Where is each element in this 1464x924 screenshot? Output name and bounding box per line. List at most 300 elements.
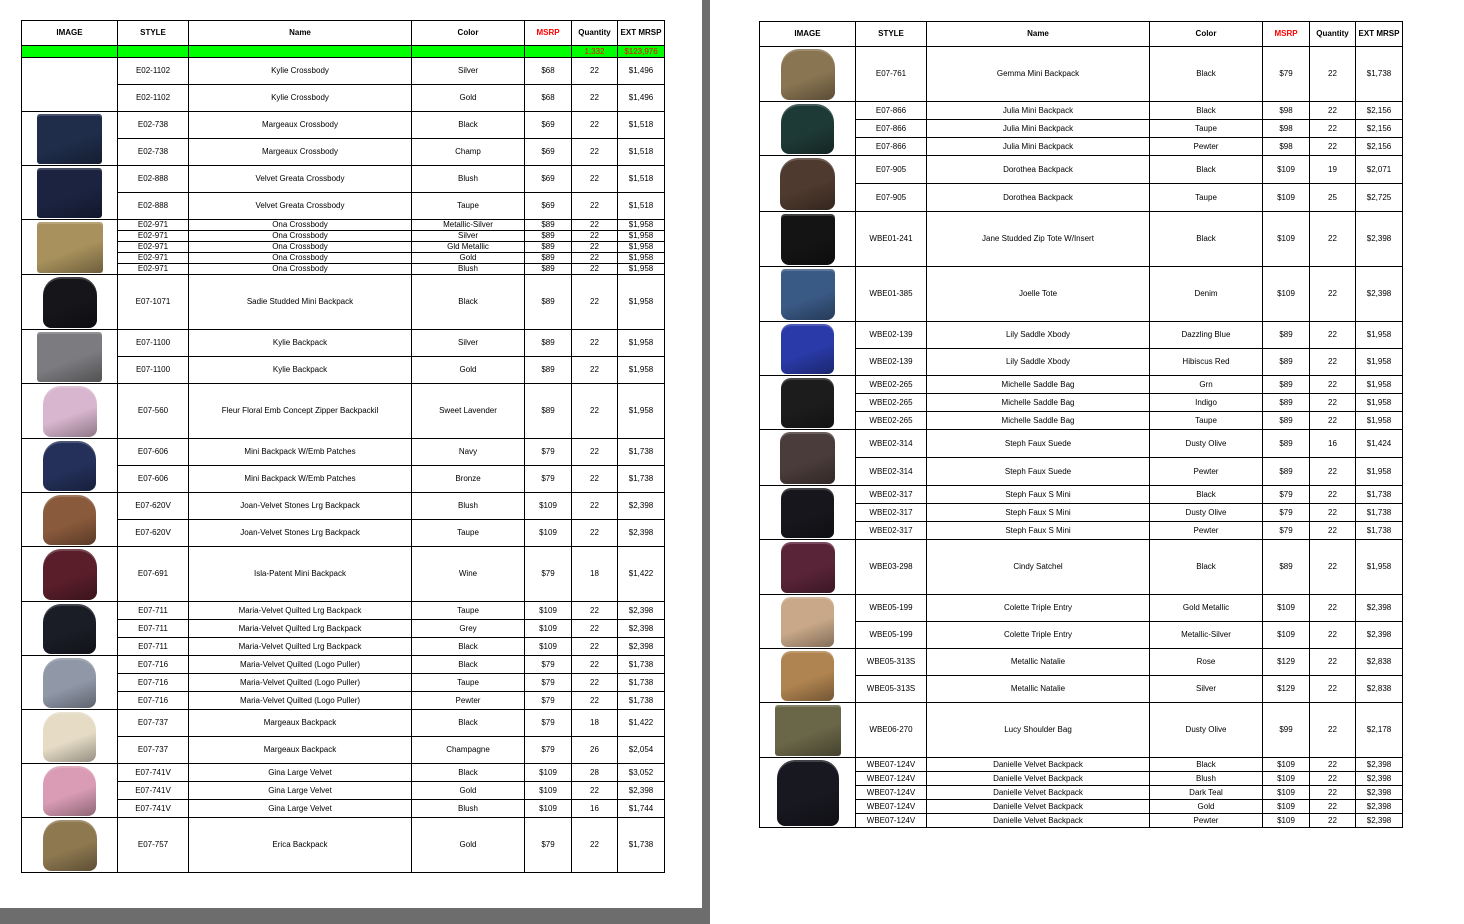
quantity-cell: 22 xyxy=(1310,102,1356,120)
name-cell: Maria-Velvet Quilted (Logo Puller) xyxy=(189,674,412,692)
style-cell: WBE02-139 xyxy=(856,349,927,376)
color-cell: Taupe xyxy=(412,674,525,692)
green-backpack-photo xyxy=(781,104,834,154)
quantity-cell: 22 xyxy=(572,58,618,85)
table-row xyxy=(760,595,1403,622)
ext-msrp-cell: $2,398 xyxy=(1356,595,1403,622)
ext-msrp-cell: $2,838 xyxy=(1356,649,1403,676)
name-cell: Dorothea Backpack xyxy=(927,184,1150,212)
table-row xyxy=(760,772,1403,786)
msrp-cell: $79 xyxy=(1263,504,1310,522)
fur-backpack-photo xyxy=(780,158,835,210)
style-cell: E07-711 xyxy=(118,620,189,638)
style-cell: WBE06-270 xyxy=(856,703,927,758)
style-cell: WBE02-265 xyxy=(856,412,927,430)
msrp-cell: $129 xyxy=(1263,676,1310,703)
ext-msrp-cell: $2,178 xyxy=(1356,703,1403,758)
color-cell: Champ xyxy=(412,139,525,166)
color-cell: Hibiscus Red xyxy=(1150,349,1263,376)
color-cell: Gld Metallic xyxy=(412,242,525,253)
table-row xyxy=(760,212,1403,267)
msrp-cell: $98 xyxy=(1263,102,1310,120)
msrp-cell: $68 xyxy=(525,85,572,112)
table-row xyxy=(22,737,665,764)
column-header-ext-msrp: EXT MRSP xyxy=(618,21,665,46)
quantity-cell: 18 xyxy=(572,710,618,737)
ext-msrp-cell: $1,958 xyxy=(618,357,665,384)
product-image-cell xyxy=(22,439,118,493)
silver-backpack-photo xyxy=(37,332,102,382)
color-cell: Champagne xyxy=(412,737,525,764)
style-cell: E07-716 xyxy=(118,692,189,710)
ext-msrp-cell: $1,422 xyxy=(618,547,665,602)
msrp-cell: $98 xyxy=(1263,120,1310,138)
table-row xyxy=(760,349,1403,376)
msrp-cell: $109 xyxy=(1263,800,1310,814)
color-cell: Black xyxy=(412,656,525,674)
table-row xyxy=(760,622,1403,649)
ext-msrp-cell: $2,398 xyxy=(1356,212,1403,267)
quantity-cell: 22 xyxy=(1310,649,1356,676)
product-image-cell xyxy=(22,166,118,220)
msrp-cell: $89 xyxy=(525,330,572,357)
name-cell: Mini Backpack W/Emb Patches xyxy=(189,466,412,493)
ext-msrp-cell: $1,424 xyxy=(1356,430,1403,458)
table-row xyxy=(22,674,665,692)
color-cell: Gold xyxy=(412,85,525,112)
color-cell: Pewter xyxy=(1150,814,1263,828)
name-cell: Maria-Velvet Quilted Lrg Backpack xyxy=(189,620,412,638)
msrp-cell: $79 xyxy=(525,692,572,710)
table-row xyxy=(760,138,1403,156)
table-row xyxy=(22,193,665,220)
style-cell: E07-711 xyxy=(118,602,189,620)
table-row xyxy=(22,620,665,638)
table-row xyxy=(760,649,1403,676)
table-row xyxy=(22,439,665,466)
ext-msrp-cell: $1,744 xyxy=(618,800,665,818)
totals-empty-cell xyxy=(525,46,572,58)
page-gutter-bottom xyxy=(0,908,702,924)
product-image-cell xyxy=(22,493,118,547)
velvet-backpack-photo xyxy=(777,760,839,826)
quantity-cell: 22 xyxy=(572,139,618,166)
table-row xyxy=(22,231,665,242)
style-cell: WBE02-314 xyxy=(856,458,927,486)
msrp-cell: $109 xyxy=(525,764,572,782)
style-cell: E07-741V xyxy=(118,800,189,818)
name-cell: Joan-Velvet Stones Lrg Backpack xyxy=(189,493,412,520)
lavender-backpack-photo xyxy=(43,386,97,437)
inventory-table-right xyxy=(759,21,1403,828)
msrp-cell: $109 xyxy=(1263,814,1310,828)
metallic-crossbody-photo xyxy=(37,222,103,273)
name-cell: Steph Faux S Mini xyxy=(927,504,1150,522)
total-quantity: 1,332 xyxy=(572,46,618,58)
document-page-left xyxy=(0,0,702,908)
msrp-cell: $79 xyxy=(525,656,572,674)
color-cell: Pewter xyxy=(1150,522,1263,540)
column-header-name: Name xyxy=(189,21,412,46)
name-cell: Margeaux Crossbody xyxy=(189,139,412,166)
quantity-cell: 22 xyxy=(1310,522,1356,540)
name-cell: Julia Mini Backpack xyxy=(927,120,1150,138)
name-cell: Margeaux Crossbody xyxy=(189,112,412,139)
msrp-cell: $109 xyxy=(1263,622,1310,649)
name-cell: Metallic Natalie xyxy=(927,649,1150,676)
quantity-cell: 22 xyxy=(572,264,618,275)
name-cell: Fleur Floral Emb Concept Zipper Backpackil xyxy=(189,384,412,439)
name-cell: Dorothea Backpack xyxy=(927,156,1150,184)
header-row xyxy=(22,21,665,46)
name-cell: Kylie Crossbody xyxy=(189,58,412,85)
msrp-cell: $89 xyxy=(525,242,572,253)
msrp-cell: $109 xyxy=(1263,595,1310,622)
column-header-ext-msrp: EXT MRSP xyxy=(1356,22,1403,47)
column-header-color: Color xyxy=(412,21,525,46)
quantity-cell: 22 xyxy=(572,439,618,466)
quantity-cell: 18 xyxy=(572,547,618,602)
color-cell: Taupe xyxy=(1150,412,1263,430)
product-image-cell xyxy=(22,220,118,275)
style-cell: WBE07-124V xyxy=(856,814,927,828)
name-cell: Michelle Saddle Bag xyxy=(927,394,1150,412)
style-cell: E02-971 xyxy=(118,242,189,253)
style-cell: E07-761 xyxy=(856,47,927,102)
table-row xyxy=(760,522,1403,540)
color-cell: Black xyxy=(1150,486,1263,504)
inventory-body-right xyxy=(760,47,1403,828)
velvet-crossbody-photo xyxy=(37,168,102,218)
ext-msrp-cell: $1,738 xyxy=(618,439,665,466)
table-row xyxy=(760,322,1403,349)
color-cell: Taupe xyxy=(412,602,525,620)
table-row xyxy=(22,638,665,656)
product-image-cell xyxy=(22,656,118,710)
quantity-cell: 22 xyxy=(572,275,618,330)
table-row xyxy=(22,520,665,547)
quantity-cell: 22 xyxy=(572,466,618,493)
blue-saddle-bag-photo xyxy=(781,324,834,374)
ext-msrp-cell: $2,398 xyxy=(1356,758,1403,772)
name-cell: Maria-Velvet Quilted (Logo Puller) xyxy=(189,656,412,674)
msrp-cell: $129 xyxy=(1263,649,1310,676)
color-cell: Gold xyxy=(412,782,525,800)
color-cell: Bronze xyxy=(412,466,525,493)
style-cell: WBE02-317 xyxy=(856,522,927,540)
name-cell: Mini Backpack W/Emb Patches xyxy=(189,439,412,466)
table-row xyxy=(760,102,1403,120)
totals-empty-cell xyxy=(22,46,118,58)
color-cell: Denim xyxy=(1150,267,1263,322)
column-header-color: Color xyxy=(1150,22,1263,47)
msrp-cell: $89 xyxy=(525,357,572,384)
quantity-cell: 22 xyxy=(572,674,618,692)
table-row xyxy=(760,486,1403,504)
quantity-cell: 22 xyxy=(572,220,618,231)
table-row xyxy=(760,786,1403,800)
name-cell: Kylie Backpack xyxy=(189,330,412,357)
ext-msrp-cell: $1,958 xyxy=(618,253,665,264)
style-cell: E07-741V xyxy=(118,782,189,800)
style-cell: E02-1102 xyxy=(118,85,189,112)
color-cell: Black xyxy=(412,275,525,330)
product-image-cell xyxy=(760,758,856,828)
ext-msrp-cell: $1,518 xyxy=(618,193,665,220)
quantity-cell: 22 xyxy=(1310,622,1356,649)
quantity-cell: 22 xyxy=(1310,703,1356,758)
name-cell: Kylie Crossbody xyxy=(189,85,412,112)
ext-msrp-cell: $1,738 xyxy=(618,674,665,692)
color-cell: Rose xyxy=(1150,649,1263,676)
black-chain-bag-photo xyxy=(781,488,834,538)
product-image-cell xyxy=(760,595,856,649)
ext-msrp-cell: $2,398 xyxy=(618,520,665,547)
style-cell: WBE02-139 xyxy=(856,322,927,349)
product-image-cell xyxy=(22,764,118,818)
column-header-style: STYLE xyxy=(856,22,927,47)
ext-msrp-cell: $1,958 xyxy=(1356,349,1403,376)
name-cell: Julia Mini Backpack xyxy=(927,138,1150,156)
msrp-cell: $109 xyxy=(525,602,572,620)
style-cell: WBE05-313S xyxy=(856,676,927,703)
table-row xyxy=(760,430,1403,458)
style-cell: E07-1071 xyxy=(118,275,189,330)
ext-msrp-cell: $1,958 xyxy=(618,231,665,242)
color-cell: Black xyxy=(1150,540,1263,595)
olive-shoulder-bag-photo xyxy=(775,705,841,756)
color-cell: Taupe xyxy=(412,520,525,547)
style-cell: WBE02-317 xyxy=(856,504,927,522)
msrp-cell: $109 xyxy=(525,782,572,800)
product-image-cell xyxy=(22,710,118,764)
page-gutter xyxy=(702,0,710,924)
color-cell: Taupe xyxy=(412,193,525,220)
ext-msrp-cell: $1,958 xyxy=(1356,412,1403,430)
product-image-cell xyxy=(760,102,856,156)
name-cell: Maria-Velvet Quilted Lrg Backpack xyxy=(189,638,412,656)
navy-quilted-crossbody-photo xyxy=(37,114,102,164)
msrp-cell: $89 xyxy=(525,384,572,439)
quantity-cell: 22 xyxy=(1310,800,1356,814)
name-cell: Joan-Velvet Stones Lrg Backpack xyxy=(189,520,412,547)
table-row xyxy=(22,782,665,800)
name-cell: Gemma Mini Backpack xyxy=(927,47,1150,102)
quantity-cell: 22 xyxy=(572,242,618,253)
msrp-cell: $89 xyxy=(1263,376,1310,394)
wine-backpack-photo xyxy=(43,549,97,600)
name-cell: Sadie Studded Mini Backpack xyxy=(189,275,412,330)
product-image-cell xyxy=(22,112,118,166)
color-cell: Dusty Olive xyxy=(1150,504,1263,522)
product-image-cell xyxy=(760,267,856,322)
column-header-image: IMAGE xyxy=(22,21,118,46)
msrp-cell: $89 xyxy=(525,253,572,264)
msrp-cell: $89 xyxy=(525,264,572,275)
quantity-cell: 26 xyxy=(572,737,618,764)
color-cell: Silver xyxy=(412,330,525,357)
name-cell: Danielle Velvet Backpack xyxy=(927,786,1150,800)
ext-msrp-cell: $1,958 xyxy=(1356,540,1403,595)
msrp-cell: $109 xyxy=(525,638,572,656)
black-saddle-bag-photo xyxy=(781,378,834,428)
ext-msrp-cell: $2,071 xyxy=(1356,156,1403,184)
name-cell: Joelle Tote xyxy=(927,267,1150,322)
name-cell: Maria-Velvet Quilted (Logo Puller) xyxy=(189,692,412,710)
quantity-cell: 22 xyxy=(572,638,618,656)
table-row xyxy=(22,384,665,439)
quantity-cell: 22 xyxy=(572,656,618,674)
table-row xyxy=(22,710,665,737)
column-header-image: IMAGE xyxy=(760,22,856,47)
style-cell: WBE03-298 xyxy=(856,540,927,595)
totals-empty-cell xyxy=(118,46,189,58)
table-row xyxy=(22,275,665,330)
color-cell: Indigo xyxy=(1150,394,1263,412)
style-cell: WBE07-124V xyxy=(856,786,927,800)
color-cell: Dazzling Blue xyxy=(1150,322,1263,349)
quantity-cell: 22 xyxy=(572,166,618,193)
style-cell: E07-606 xyxy=(118,466,189,493)
msrp-cell: $79 xyxy=(525,466,572,493)
color-cell: Taupe xyxy=(1150,184,1263,212)
table-row xyxy=(22,58,665,85)
product-image-cell xyxy=(760,376,856,430)
name-cell: Lily Saddle Xbody xyxy=(927,322,1150,349)
table-row xyxy=(760,504,1403,522)
style-cell: E02-971 xyxy=(118,264,189,275)
ext-msrp-cell: $2,398 xyxy=(618,782,665,800)
msrp-cell: $79 xyxy=(525,674,572,692)
quantity-cell: 22 xyxy=(572,692,618,710)
inventory-table-left xyxy=(21,20,665,873)
ext-msrp-cell: $1,958 xyxy=(618,242,665,253)
ext-msrp-cell: $1,496 xyxy=(618,85,665,112)
gold-backpack-photo xyxy=(43,820,97,871)
quantity-cell: 22 xyxy=(1310,504,1356,522)
ext-msrp-cell: $1,958 xyxy=(618,220,665,231)
studded-backpack-photo xyxy=(43,277,97,328)
table-row xyxy=(760,758,1403,772)
style-cell: WBE05-199 xyxy=(856,622,927,649)
patches-backpack-photo xyxy=(43,441,96,491)
table-row xyxy=(760,184,1403,212)
document-page-right xyxy=(710,0,1464,924)
style-cell: E07-716 xyxy=(118,656,189,674)
table-row xyxy=(22,264,665,275)
ext-msrp-cell: $1,518 xyxy=(618,139,665,166)
color-cell: Pewter xyxy=(1150,138,1263,156)
table-row xyxy=(760,267,1403,322)
table-row xyxy=(760,47,1403,102)
style-cell: WBE07-124V xyxy=(856,800,927,814)
satchel-photo xyxy=(781,542,835,593)
quantity-cell: 22 xyxy=(1310,138,1356,156)
ext-msrp-cell: $1,958 xyxy=(1356,376,1403,394)
style-cell: E07-737 xyxy=(118,710,189,737)
style-cell: E07-866 xyxy=(856,138,927,156)
msrp-cell: $109 xyxy=(1263,156,1310,184)
ext-msrp-cell: $2,398 xyxy=(618,493,665,520)
style-cell: WBE02-317 xyxy=(856,486,927,504)
table-row xyxy=(22,547,665,602)
ext-msrp-cell: $1,738 xyxy=(618,818,665,873)
style-cell: E07-1100 xyxy=(118,357,189,384)
quantity-cell: 22 xyxy=(1310,458,1356,486)
color-cell: Black xyxy=(1150,102,1263,120)
quantity-cell: 16 xyxy=(572,800,618,818)
product-image-cell xyxy=(760,649,856,703)
msrp-cell: $68 xyxy=(525,58,572,85)
quantity-cell: 22 xyxy=(1310,595,1356,622)
style-cell: E02-971 xyxy=(118,253,189,264)
msrp-cell: $79 xyxy=(1263,486,1310,504)
name-cell: Kylie Backpack xyxy=(189,357,412,384)
metallic-bag-photo xyxy=(781,651,834,701)
style-cell: E07-905 xyxy=(856,156,927,184)
name-cell: Margeaux Backpack xyxy=(189,737,412,764)
quantity-cell: 22 xyxy=(1310,412,1356,430)
color-cell: Dusty Olive xyxy=(1150,703,1263,758)
msrp-cell: $109 xyxy=(1263,786,1310,800)
name-cell: Ona Crossbody xyxy=(189,242,412,253)
ext-msrp-cell: $1,738 xyxy=(1356,486,1403,504)
table-row xyxy=(22,357,665,384)
name-cell: Metallic Natalie xyxy=(927,676,1150,703)
quantity-cell: 22 xyxy=(572,253,618,264)
color-cell: Gold xyxy=(412,818,525,873)
ext-msrp-cell: $1,496 xyxy=(618,58,665,85)
ext-msrp-cell: $2,725 xyxy=(1356,184,1403,212)
cream-backpack-photo xyxy=(43,712,96,762)
ext-msrp-cell: $3,052 xyxy=(618,764,665,782)
gold-hobo-photo xyxy=(781,597,834,647)
quantity-cell: 22 xyxy=(572,231,618,242)
table-row xyxy=(760,703,1403,758)
name-cell: Gina Large Velvet xyxy=(189,800,412,818)
ext-msrp-cell: $1,958 xyxy=(618,384,665,439)
ext-msrp-cell: $2,398 xyxy=(1356,622,1403,649)
quantity-cell: 22 xyxy=(1310,47,1356,102)
msrp-cell: $109 xyxy=(1263,758,1310,772)
color-cell: Dark Teal xyxy=(1150,786,1263,800)
name-cell: Colette Triple Entry xyxy=(927,595,1150,622)
color-cell: Gold xyxy=(412,253,525,264)
product-image-cell xyxy=(22,602,118,656)
quantity-cell: 22 xyxy=(1310,394,1356,412)
table-row xyxy=(22,166,665,193)
color-cell: Pewter xyxy=(412,692,525,710)
ext-msrp-cell: $1,738 xyxy=(1356,522,1403,540)
color-cell: Black xyxy=(1150,47,1263,102)
msrp-cell: $109 xyxy=(1263,212,1310,267)
ext-msrp-cell: $1,518 xyxy=(618,166,665,193)
product-image-cell xyxy=(22,547,118,602)
style-cell: WBE05-313S xyxy=(856,649,927,676)
style-cell: E02-738 xyxy=(118,139,189,166)
table-row xyxy=(22,656,665,674)
msrp-cell: $109 xyxy=(525,493,572,520)
ext-msrp-cell: $2,156 xyxy=(1356,120,1403,138)
quantity-cell: 22 xyxy=(1310,486,1356,504)
name-cell: Maria-Velvet Quilted Lrg Backpack xyxy=(189,602,412,620)
msrp-cell: $79 xyxy=(525,710,572,737)
quantity-cell: 22 xyxy=(572,85,618,112)
ext-msrp-cell: $2,398 xyxy=(1356,800,1403,814)
name-cell: Cindy Satchel xyxy=(927,540,1150,595)
msrp-cell: $89 xyxy=(1263,349,1310,376)
table-row xyxy=(22,602,665,620)
